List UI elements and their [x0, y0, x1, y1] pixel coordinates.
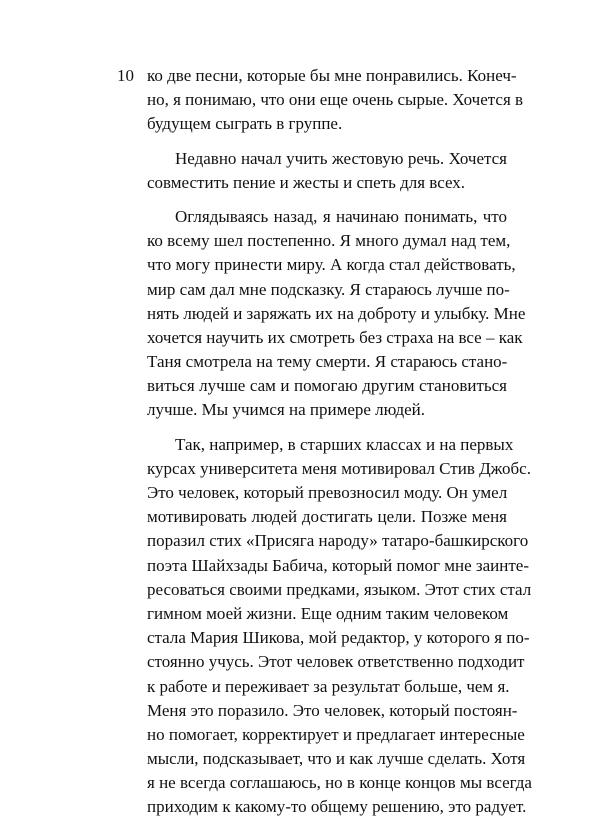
- paragraph-3: [147, 205, 526, 423]
- text-line: но, я понимаю, что они еще очень сырые. Хочется в: [147, 90, 524, 110]
- text-line: приходим к какому-то общему решению, это радует.: [147, 797, 527, 817]
- text-line: я не всегда соглашаюсь, но в конце концов мы всегда: [147, 773, 532, 793]
- text-line: поразил стих «Присяга народу» татаро-башкирского: [147, 531, 529, 551]
- paragraph-1: [147, 64, 524, 137]
- text-line: Недавно начал учить жестовую речь. Хочется: [175, 148, 507, 168]
- text-line: хочется научить их смотреть без страха на все – как: [147, 327, 523, 347]
- text-line: Оглядываясь назад, я начинаю понимать, что: [175, 206, 507, 226]
- text-line: Таня смотрела на тему смерти. Я стараюсь стано-: [147, 352, 508, 372]
- text-column: [147, 64, 532, 830]
- text-line: ко всему шел постепенно. Я много думал над тем,: [147, 231, 511, 251]
- text-line: ресоваться своими предками, языком. Этот стих стал: [147, 579, 532, 599]
- text-line: Так, например, в старших классах и на первых: [175, 434, 514, 454]
- text-line: мотивировать людей достигать цели. Позже меня: [147, 507, 507, 527]
- text-line: будущем сыграть в группе.: [147, 114, 343, 134]
- text-line: нять людей и заряжать их на доброту и улыбку. Мне: [147, 303, 526, 323]
- text-line: совместить пение и жесты и спеть для всех.: [147, 172, 466, 192]
- text-line: мысли, подсказывает, что и как лучше сделать. Хотя: [147, 749, 526, 769]
- text-line: гимном моей жизни. Еще одним таким человеком: [147, 603, 509, 623]
- text-line: к работе и переживает за результат больше, чем я.: [147, 676, 510, 696]
- text-line: лучше. Мы учимся на примере людей.: [147, 400, 426, 420]
- paragraph-4: [147, 433, 532, 820]
- text-line: Меня это поразило. Это человек, который постоян-: [147, 700, 518, 720]
- text-line: что могу принести миру. А когда стал действовать,: [147, 255, 516, 275]
- text-line: поэта Шайхзады Бабича, который помог мне заинте-: [147, 555, 529, 575]
- text-line: но помогает, корректирует и предлагает интересные: [147, 724, 525, 744]
- text-line: Это человек, который превозносил моду. Он умел: [147, 483, 508, 502]
- page-number: 10: [117, 66, 134, 85]
- text-line: мир сам дал мне подсказку. Я стараюсь лучше по-: [147, 279, 510, 299]
- text-line: стоянно учусь. Этот человек ответственно подходит: [147, 652, 525, 672]
- text-line: ко две песни, которые бы мне понравились. Конеч-: [147, 66, 517, 85]
- paragraph-2: [147, 147, 507, 195]
- text-line: курсах университета меня мотивировал Стив Джобс.: [147, 458, 531, 478]
- text-line: виться лучше сам и помогаю другим становиться: [147, 376, 507, 396]
- text-line: стала Мария Шикова, мой редактор, у которого я по-: [147, 628, 530, 648]
